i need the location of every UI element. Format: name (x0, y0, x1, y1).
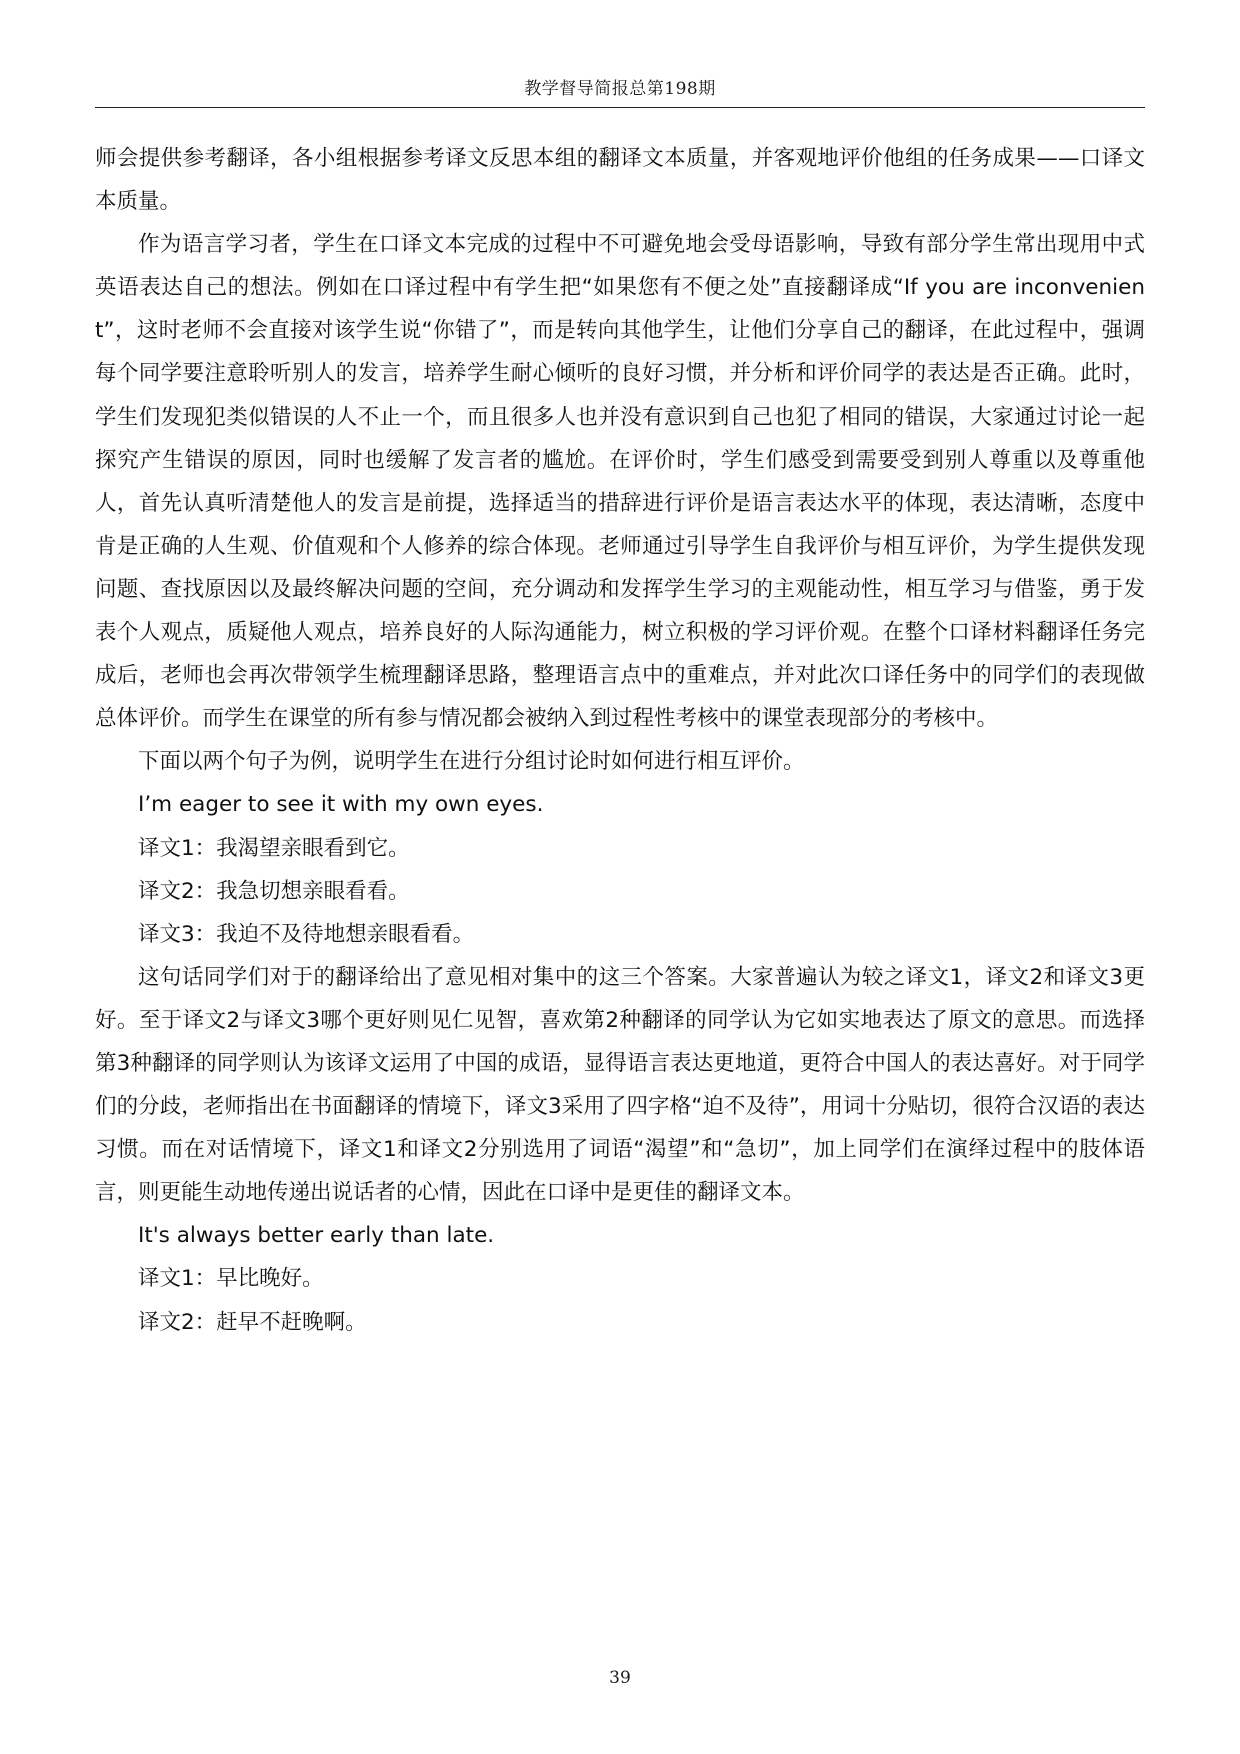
example-sentence-2: It's always better early than late. (138, 1223, 495, 1249)
translation-2-1: 译文1：早比晚好。 (138, 1266, 324, 1292)
header-divider (95, 107, 1145, 108)
translation-1-3: 译文3：我迫不及待地想亲眼看看。 (138, 921, 475, 947)
paragraph-examples-intro: 下面以两个句子为例，说明学生在进行分组讨论时如何进行相互评价。 (138, 749, 805, 775)
paragraph-discussion: 这句话同学们对于的翻译给出了意见相对集中的这三个答案。大家普遍认为较之译文1，译文2和译文3更好。至于译文2与译文3哪个更好则见仁见智，喜欢第2种翻译的同学认为它如实地表达了原文的意思。而选择第3种翻译的同学则认为该译文运用了中国的成语，显得语言表达更地道，更符合中国人的表达喜好。对于同学们的分歧，老师指出在书面翻译的情境下，译文3采用了四字格“迫不及待”，用词十分贴切，很符合汉语的表达习惯。而在对话情境下，译文1和译文2分别选用了词语“渴望”和“急切”，加上同学们在演绎过程中的肢体语言，则更能生动地传递出说话者的心情，因此在口译中是更佳的翻译文本。 (95, 964, 1145, 1206)
translation-1-2: 译文2：我急切想亲眼看看。 (138, 878, 410, 904)
example-sentence-1: I’m eager to see it with my own eyes. (138, 792, 544, 818)
page-number: 39 (609, 1668, 631, 1688)
translation-1-1: 译文1：我渴望亲眼看到它。 (138, 835, 410, 861)
paragraph-continuation: 师会提供参考翻译，各小组根据参考译文反思本组的翻译文本质量，并客观地评价他组的任务成果——口译文本质量。 (95, 146, 1145, 215)
running-header: 教学督导简报总第198期 (524, 79, 716, 99)
document-body (95, 137, 1145, 1344)
translation-2-2: 译文2：赶早不赶晚啊。 (138, 1309, 367, 1335)
paragraph-language-learners: 作为语言学习者，学生在口译文本完成的过程中不可避免地会受母语影响，导致有部分学生常出现用中式英语表达自己的想法。例如在口译过程中有学生把“如果您有不便之处”直接翻译成“If you are inconvenient”，这时老师不会直接对该学生说“你错了”，而是转向其他学生，让他们分享自己的翻译，在此过程中，强调每个同学要注意聆听别人的发言，培养学生耐心倾听的良好习惯，并分析和评价同学的表达是否正确。此时，学生们发现犯类似错误的人不止一个，而且很多人也并没有意识到自己也犯了相同的错误，大家通过讨论一起探究产生错误的原因，同时也缓解了发言者的尴尬。在评价时，学生们感受到需要受到别人尊重以及尊重他人，首先认真听清楚他人的发言是前提，选择适当的措辞进行评价是语言表达水平的体现，表达清晰，态度中肯是正确的人生观、价值观和个人修养的综合体现。老师通过引导学生自我评价与相互评价，为学生提供发现问题、查找原因以及最终解决问题的空间，充分调动和发挥学生学习的主观能动性，相互学习与借鉴，勇于发表个人观点，质疑他人观点，培养良好的人际沟通能力，树立积极的学习评价观。在整个口译材料翻译任务完成后，老师也会再次带领学生梳理翻译思路，整理语言点中的重难点，并对此次口译任务中的同学们的表现做总体评价。而学生在课堂的所有参与情况都会被纳入到过程性考核中的课堂表现部分的考核中。 (95, 232, 1145, 732)
